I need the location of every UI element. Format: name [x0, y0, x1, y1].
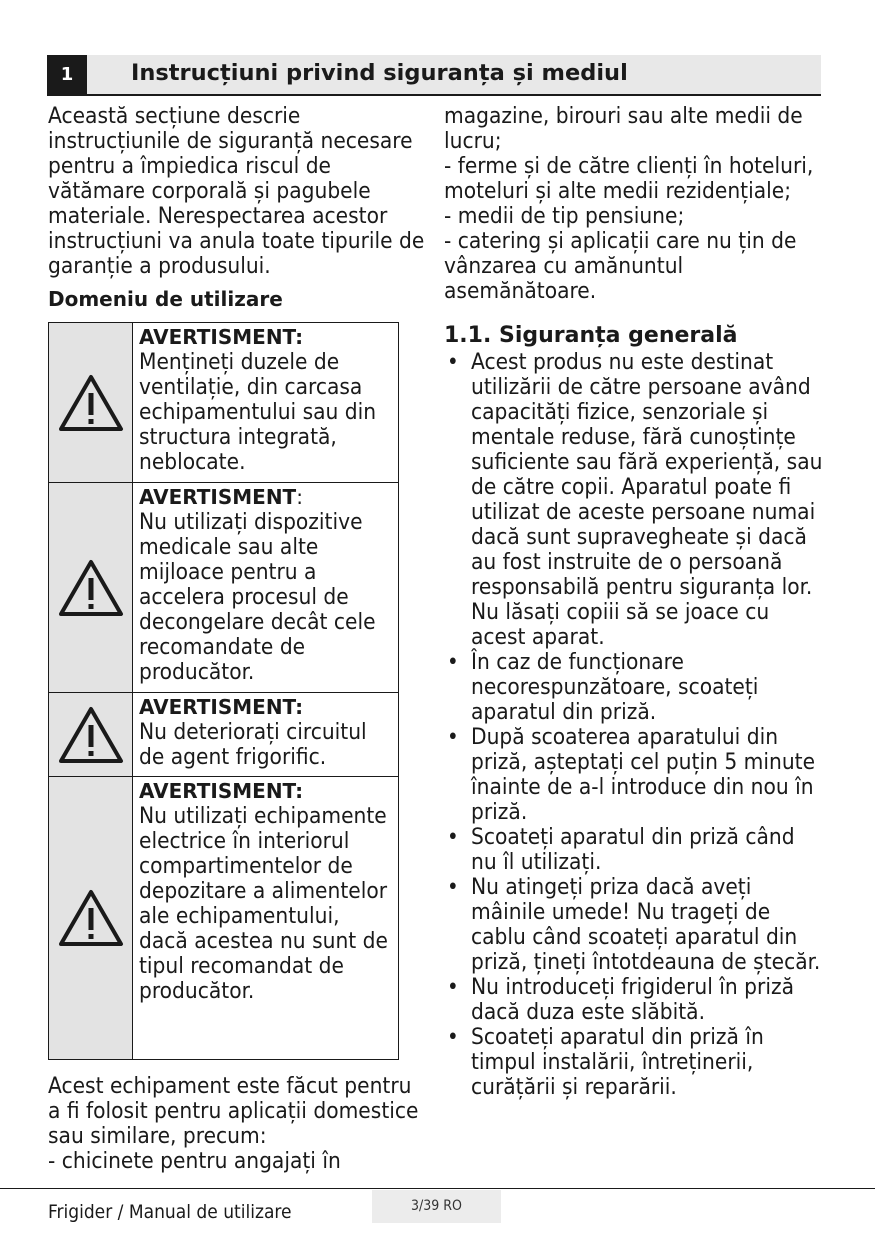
chapter-title: Instrucțiuni privind siguranța și mediul — [131, 60, 628, 86]
warning-row — [49, 483, 399, 693]
warning-text: Nu utilizați echipamente electrice în interiorul compartimentelor de depozitare a alimentelor ale echipamentului, dacă acestea nu sunt de tipul recomandat de producător. — [139, 803, 388, 1004]
warning-title-wrap — [139, 485, 394, 510]
list-item: • După scoaterea aparatului din priză, așteptați cel puțin 5 minute înainte de a-l introduce din nou în priză. — [444, 725, 824, 825]
warning-icon-cell — [49, 483, 133, 693]
footer-page-number: 3/39 RO — [372, 1190, 501, 1223]
list-item: • Acest produs nu este destinat utilizării de către persoane având capacități fizice, senzoriale și mentale reduse, fără cunoștințe suficiente sau fără experiență, sau de către copii. Aparatul poate fi utilizat de aceste persoane numai dacă sunt supravegheate și dacă au fost instruite de o persoană responsabilă pentru siguranța lor. Nu lăsați copiii să se joace cu acest aparat. — [444, 350, 824, 650]
list-item: • Scoateți aparatul din priză în timpul instalării, întreținerii, curățării și reparării. — [444, 1025, 824, 1100]
list-item: • Nu introduceți frigiderul în priză dacă duza este slăbită. — [444, 975, 824, 1025]
footer-divider — [0, 1188, 875, 1189]
warning-row — [49, 777, 399, 1060]
warning-text: Mențineți duzele de ventilație, din carcasa echipamentului sau din structura integrată, neblocate. — [139, 349, 377, 475]
warning-triangle-icon — [58, 558, 124, 618]
list-item: • Scoateți aparatul din priză când nu îl utilizați. — [444, 825, 824, 875]
warning-title: AVERTISMENT: — [139, 779, 304, 803]
warning-icon-cell — [49, 693, 133, 777]
warning-triangle-icon — [58, 373, 124, 433]
warning-title: AVERTISMENT — [139, 485, 297, 509]
warning-text-cell — [133, 483, 399, 693]
application-paragraph: Acest echipament este făcut pentru a fi folosit pentru aplicații domestice sau similare, precum: — [48, 1073, 419, 1149]
warning-row — [49, 323, 399, 483]
usage-subheading: Domeniu de utilizare — [48, 287, 283, 311]
left-column — [48, 104, 428, 1174]
application-list-item: - chicinete pentru angajați în — [48, 1148, 341, 1174]
warning-text-cell — [133, 777, 399, 1060]
warning-row — [49, 693, 399, 777]
intro-paragraph: Această secțiune descrie instrucțiunile de siguranță necesare pentru a împiedica riscul de vătămare corporală și pagubele materiale. Nerespectarea acestor instrucțiuni va anula toate tipurile de garanție a produsului. — [48, 103, 425, 279]
warning-triangle-icon — [58, 705, 124, 765]
chapter-number: 1 — [47, 55, 87, 94]
warning-text: Nu deteriorați circuitul de agent frigorific. — [139, 719, 367, 770]
warning-text-cell — [133, 693, 399, 777]
safety-bullet-list — [444, 350, 824, 1100]
application-list-item: - medii de tip pensiune; — [444, 203, 685, 229]
header-underline — [47, 94, 821, 96]
application-list-item: - ferme și de către clienți în hoteluri, moteluri și alte medii rezidențiale; — [444, 153, 814, 204]
warning-table — [48, 322, 399, 1060]
list-item: • Nu atingeți priza dacă aveți mâinile umede! Nu trageți de cablu când scoateți aparatul din priză, țineți întotdeauna de ștecăr. — [444, 875, 824, 975]
application-list-item: - catering și aplicații care nu țin de vânzarea cu amănuntul asemănătoare. — [444, 228, 797, 304]
chapter-header — [47, 55, 821, 95]
warning-text-cell — [133, 323, 399, 483]
right-column — [444, 104, 824, 1100]
warning-icon-cell — [49, 777, 133, 1060]
warning-title-colon: : — [296, 485, 303, 509]
warning-title: AVERTISMENT: — [139, 325, 304, 349]
section-heading: 1.1. Siguranța generală — [444, 323, 738, 348]
list-item: • În caz de funcționare necorespunzătoare, scoateți aparatul din priză. — [444, 650, 824, 725]
warning-title: AVERTISMENT: — [139, 695, 304, 719]
footer-document-title: Frigider / Manual de utilizare — [48, 1201, 292, 1223]
warning-triangle-icon — [58, 888, 124, 948]
warning-icon-cell — [49, 323, 133, 483]
warning-text: Nu utilizați dispozitive medicale sau alte mijloace pentru a accelera procesul de decongelare decât cele recomandate de producător. — [139, 509, 376, 685]
application-list-continuation: magazine, birouri sau alte medii de lucru; — [444, 103, 803, 154]
